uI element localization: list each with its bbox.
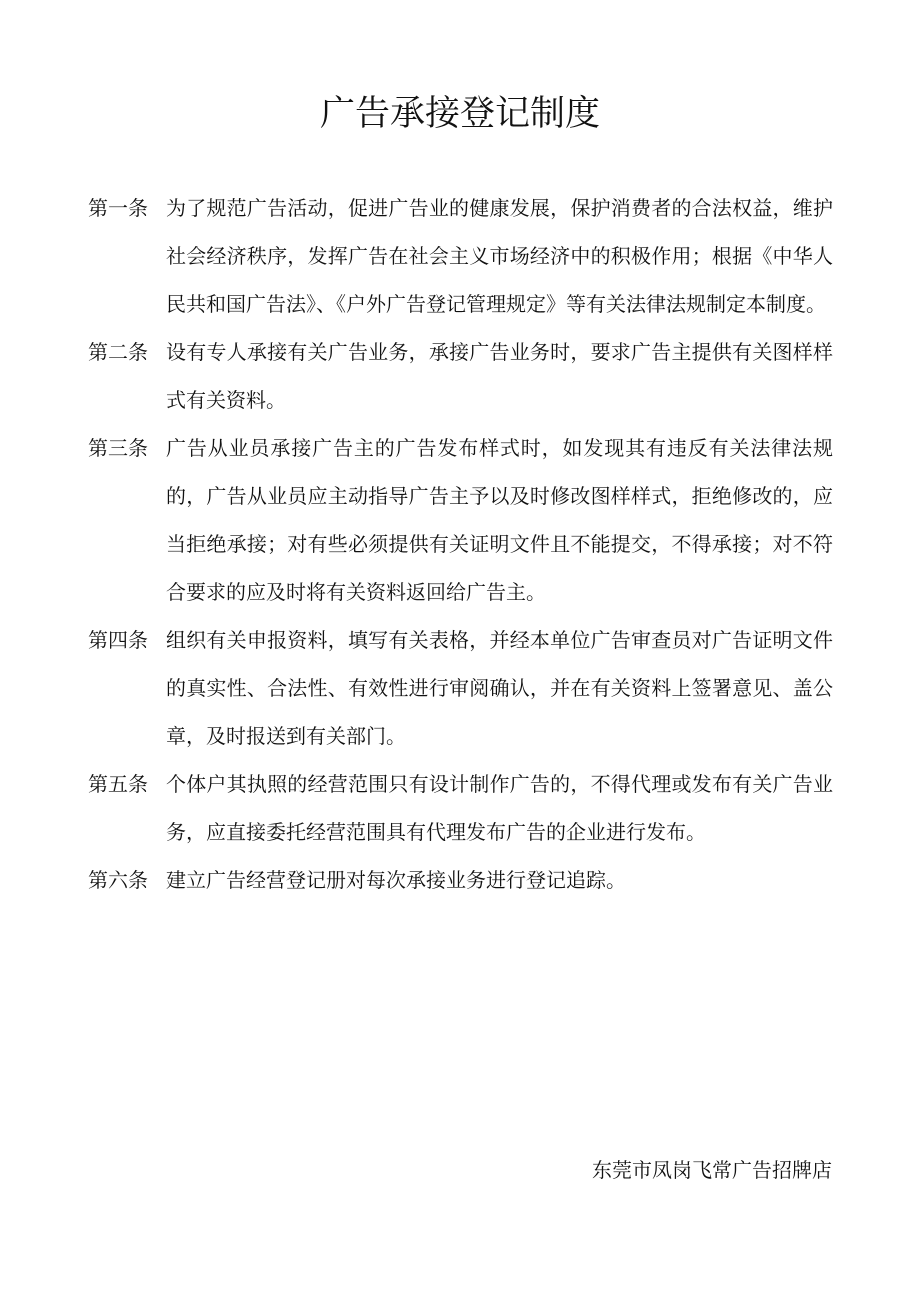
article-label: 第四条 bbox=[88, 628, 148, 652]
article-text: 组织有关申报资料，填写有关表格，并经本单位广告审查员对广告证明文件的真实性、合法性、有效性进行审阅确认，并在有关资料上签署意见、盖公章，及时报送到有关部门。 bbox=[166, 628, 833, 748]
article-3 bbox=[88, 424, 833, 616]
article-label: 第一条 bbox=[88, 196, 148, 220]
article-1 bbox=[88, 184, 833, 328]
article-2 bbox=[88, 328, 833, 424]
article-text: 广告从业员承接广告主的广告发布样式时，如发现其有违反有关法律法规的，广告从业员应主动指导广告主予以及时修改图样样式，拒绝修改的，应当拒绝承接；对有些必须提供有关证明文件且不能提交，不得承接；对不符合要求的应及时将有关资料返回给广告主。 bbox=[166, 436, 833, 604]
document-title: 广告承接登记制度 bbox=[319, 94, 600, 134]
article-5 bbox=[88, 760, 833, 856]
article-6 bbox=[88, 856, 833, 904]
article-text: 个体户其执照的经营范围只有设计制作广告的，不得代理或发布有关广告业务，应直接委托经营范围具有代理发布广告的企业进行发布。 bbox=[166, 772, 833, 844]
article-text: 为了规范广告活动，促进广告业的健康发展，保护消费者的合法权益，维护社会经济秩序，发挥广告在社会主义市场经济中的积极作用；根据《中华人民共和国广告法》、《户外广告登记管理规定》等有关法律法规制定本制度。 bbox=[166, 196, 833, 316]
article-label: 第五条 bbox=[88, 772, 148, 796]
article-label: 第六条 bbox=[88, 868, 148, 892]
article-label: 第二条 bbox=[88, 340, 148, 364]
article-label: 第三条 bbox=[88, 436, 148, 460]
signature: 东莞市凤岗飞常广告招牌店 bbox=[592, 1158, 832, 1182]
article-list bbox=[88, 184, 833, 904]
article-4 bbox=[88, 616, 833, 760]
article-text: 设有专人承接有关广告业务，承接广告业务时，要求广告主提供有关图样样式有关资料。 bbox=[166, 340, 833, 412]
article-text: 建立广告经营登记册对每次承接业务进行登记追踪。 bbox=[166, 868, 626, 892]
